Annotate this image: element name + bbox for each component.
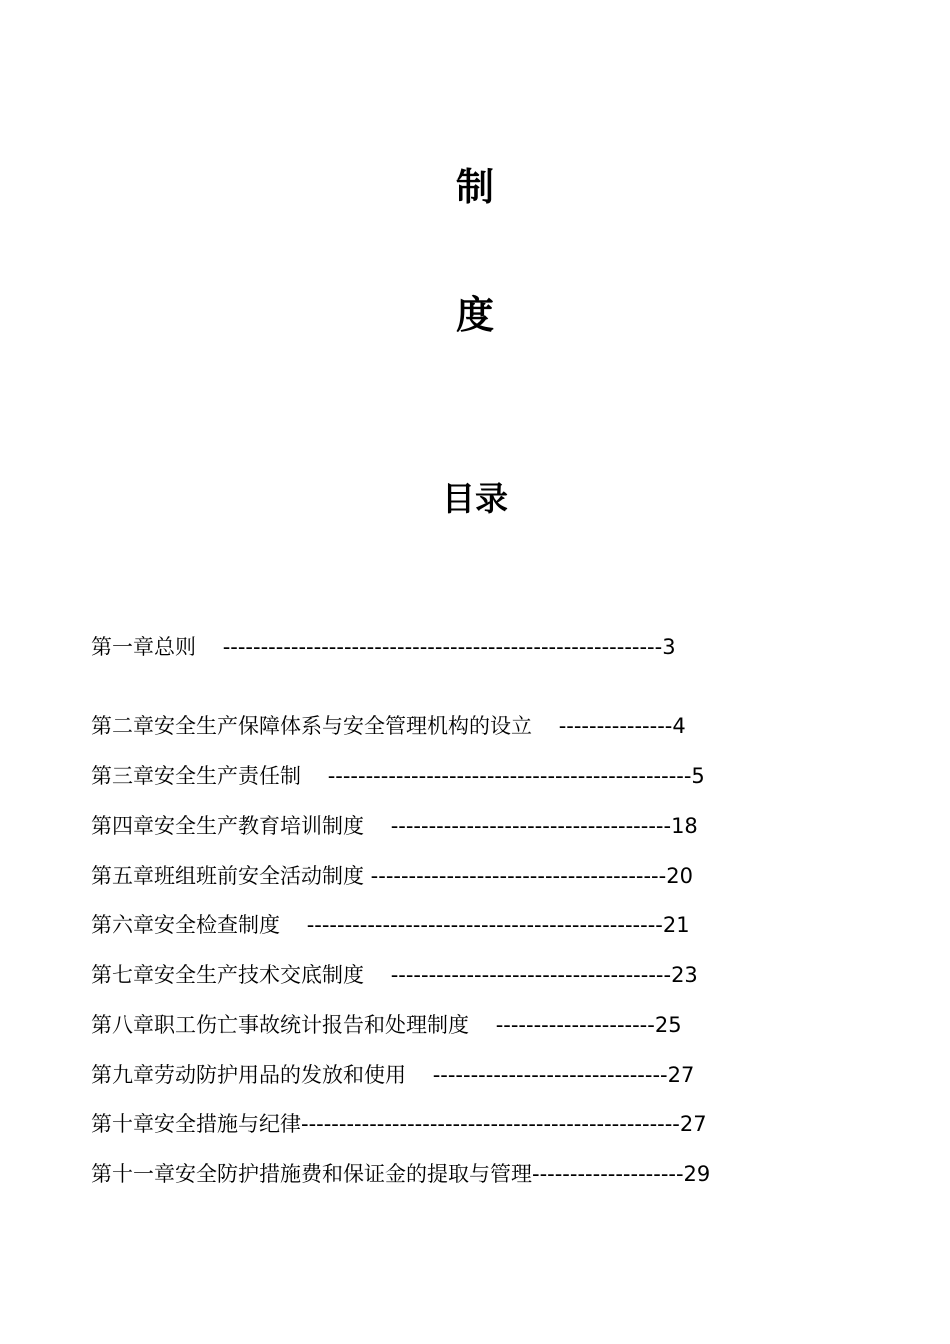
toc-entry-chapter-8: 第八章职工伤亡事故统计报告和处理制度 ---------------------25 bbox=[91, 1013, 682, 1037]
toc-entry-chapter-6: 第六章安全检查制度 -----------------------------------------------21 bbox=[91, 913, 690, 937]
toc-entry-chapter-3: 第三章安全生产责任制 ------------------------------------------------5 bbox=[91, 764, 705, 788]
toc-entry-chapter-2: 第二章安全生产保障体系与安全管理机构的设立 ---------------4 bbox=[91, 714, 686, 738]
toc-heading: 目录 bbox=[442, 479, 508, 518]
toc-entry-chapter-5: 第五章班组班前安全活动制度 ---------------------------------------20 bbox=[91, 864, 693, 888]
toc-entry-chapter-4: 第四章安全生产教育培训制度 -------------------------------------18 bbox=[91, 814, 698, 838]
toc-entry-chapter-9: 第九章劳动防护用品的发放和使用 -------------------------------27 bbox=[91, 1063, 695, 1087]
document-title-char-1: 制 bbox=[455, 165, 494, 209]
document-title-char-2: 度 bbox=[455, 293, 494, 337]
toc-entry-chapter-7: 第七章安全生产技术交底制度 -------------------------------------23 bbox=[91, 963, 698, 987]
toc-entry-chapter-10: 第十章安全措施与纪律--------------------------------------------------27 bbox=[91, 1112, 707, 1136]
toc-entry-chapter-11: 第十一章安全防护措施费和保证金的提取与管理--------------------29 bbox=[91, 1162, 711, 1186]
toc-entry-chapter-1: 第一章总则 ----------------------------------------------------------3 bbox=[91, 635, 676, 659]
